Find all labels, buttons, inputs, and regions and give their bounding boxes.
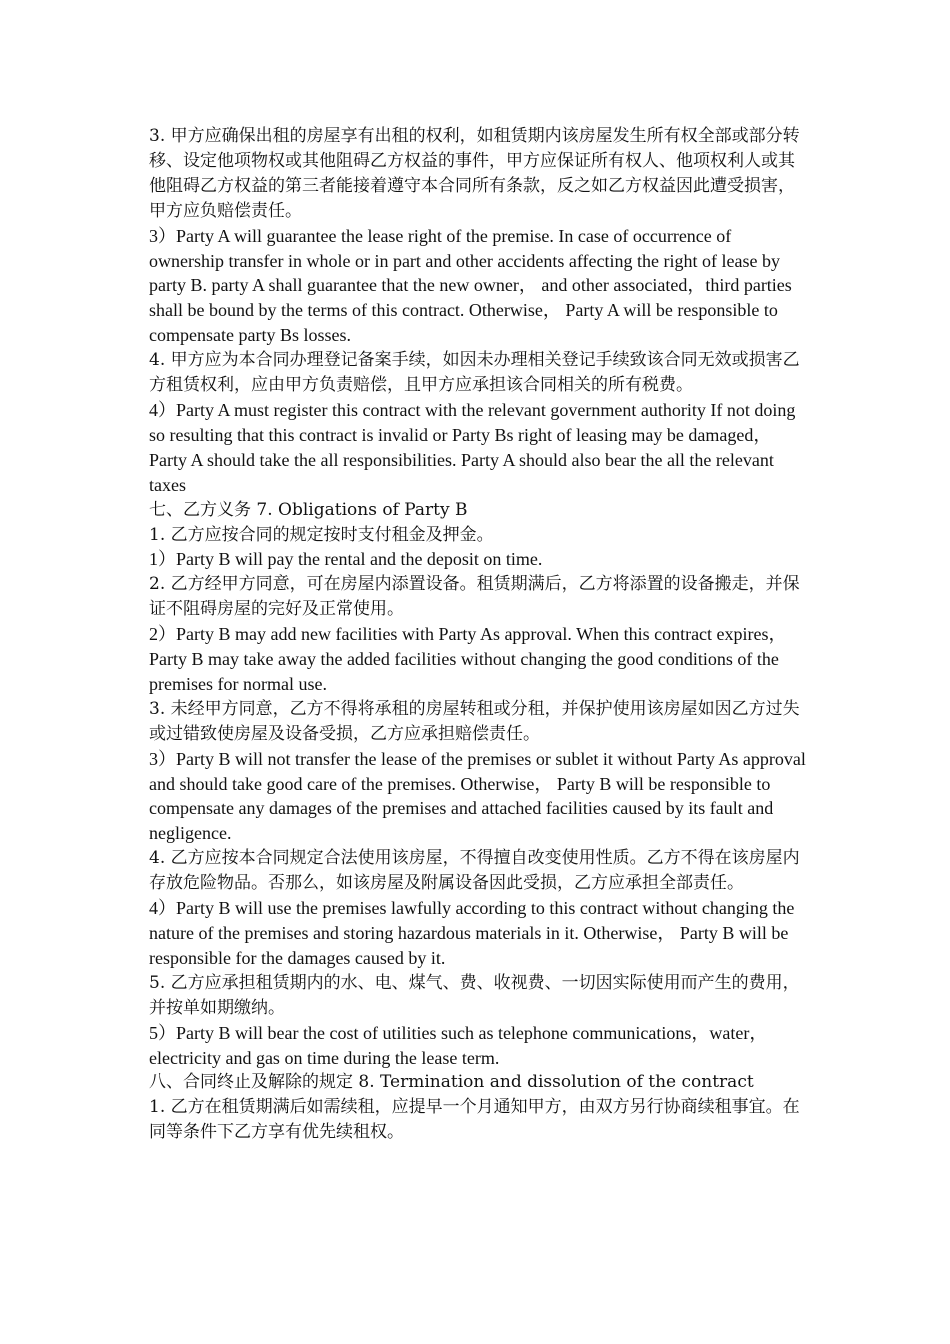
clause-7-5-en: 5）Party B will bear the cost of utilities such as telephone communications，water， electricity and gas on time during the lease term. bbox=[149, 1022, 768, 1068]
clause-7-3-zh: 3. 未经甲方同意，乙方不得将承租的房屋转租或分租，并保护使用该房屋如因乙方过失或过错致使房屋及设备受损，乙方应承担赔偿责任。 bbox=[149, 698, 800, 744]
document-page bbox=[149, 124, 809, 1145]
clause-7-5-zh: 5. 乙方应承担租赁期内的水、电、煤气、费、收视费、一切因实际使用而产生的费用，并按单如期缴纳。 bbox=[149, 972, 800, 1018]
clause-8-1-zh: 1. 乙方在租赁期满后如需续租，应提早一个月通知甲方，由双方另行协商续租事宜。在同等条件下乙方享有优先续租权。 bbox=[149, 1097, 800, 1143]
clause-7-1-en: 1）Party B will pay the rental and the deposit on time. bbox=[149, 549, 543, 570]
section-8-heading: 八、合同终止及解除的规定 8. Termination and dissolution of the contract bbox=[149, 1072, 754, 1093]
clause-6-3-en: 3）Party A will guarantee the lease right of the premise. In case of occurrence of ownership transfer in whole or in part and other accidents affecting the right of lease by party B. party A shall guarantee that the new owner， and other associated，third parties shall be bound by the terms of this contract. Otherwise， Party A will be responsible to compensate party Bs losses. bbox=[149, 225, 792, 346]
clause-7-3-en: 3）Party B will not transfer the lease of the premises or sublet it without Party As approval and should take good care of the premises. Otherwise， Party B will be responsible to compensate any damages of the premises and attached facilities caused by its fault and negligence. bbox=[149, 748, 806, 844]
clause-7-4-en: 4）Party B will use the premises lawfully according to this contract without changing the nature of the premises and storing hazardous materials in it. Otherwise， Party B will be responsible for the damages caused by it. bbox=[149, 898, 795, 968]
section-7-heading: 七、乙方义务 7. Obligations of Party B bbox=[149, 499, 468, 520]
clause-7-2-en: 2）Party B may add new facilities with Party As approval. When this contract expires， Party B may take away the added facilities without changing the good conditions of the premises for normal use. bbox=[149, 624, 787, 694]
clause-7-4-zh: 4. 乙方应按本合同规定合法使用该房屋，不得擅自改变使用性质。乙方不得在该房屋内存放危险物品。否那么，如该房屋及附属设备因此受损，乙方应承担全部责任。 bbox=[149, 848, 800, 894]
clause-6-4-zh: 4. 甲方应为本合同办理登记备案手续，如因未办理相关登记手续致该合同无效或损害乙方租赁权利，应由甲方负责赔偿，且甲方应承担该合同相关的所有税费。 bbox=[149, 350, 800, 396]
clause-7-1-zh: 1. 乙方应按合同的规定按时支付租金及押金。 bbox=[149, 524, 494, 545]
clause-6-4-en: 4）Party A must register this contract with the relevant government authority If not doing so resulting that this contract is invalid or Party Bs right of leasing may be damaged， Party A should take the all responsibilities. Party A should also bear the all the relevant taxes bbox=[149, 399, 796, 495]
clause-7-2-zh: 2. 乙方经甲方同意，可在房屋内添置设备。租赁期满后，乙方将添置的设备搬走，并保证不阻碍房屋的完好及正常使用。 bbox=[149, 574, 800, 620]
clause-6-3-zh: 3. 甲方应确保出租的房屋享有出租的权利，如租赁期内该房屋发生所有权全部或部分转移、设定他项物权或其他阻碍乙方权益的事件，甲方应保证所有权人、他项权利人或其他阻碍乙方权益的第三者能接着遵守本合同所有条款，反之如乙方权益因此遭受损害，甲方应负赔偿责任。 bbox=[149, 126, 800, 221]
